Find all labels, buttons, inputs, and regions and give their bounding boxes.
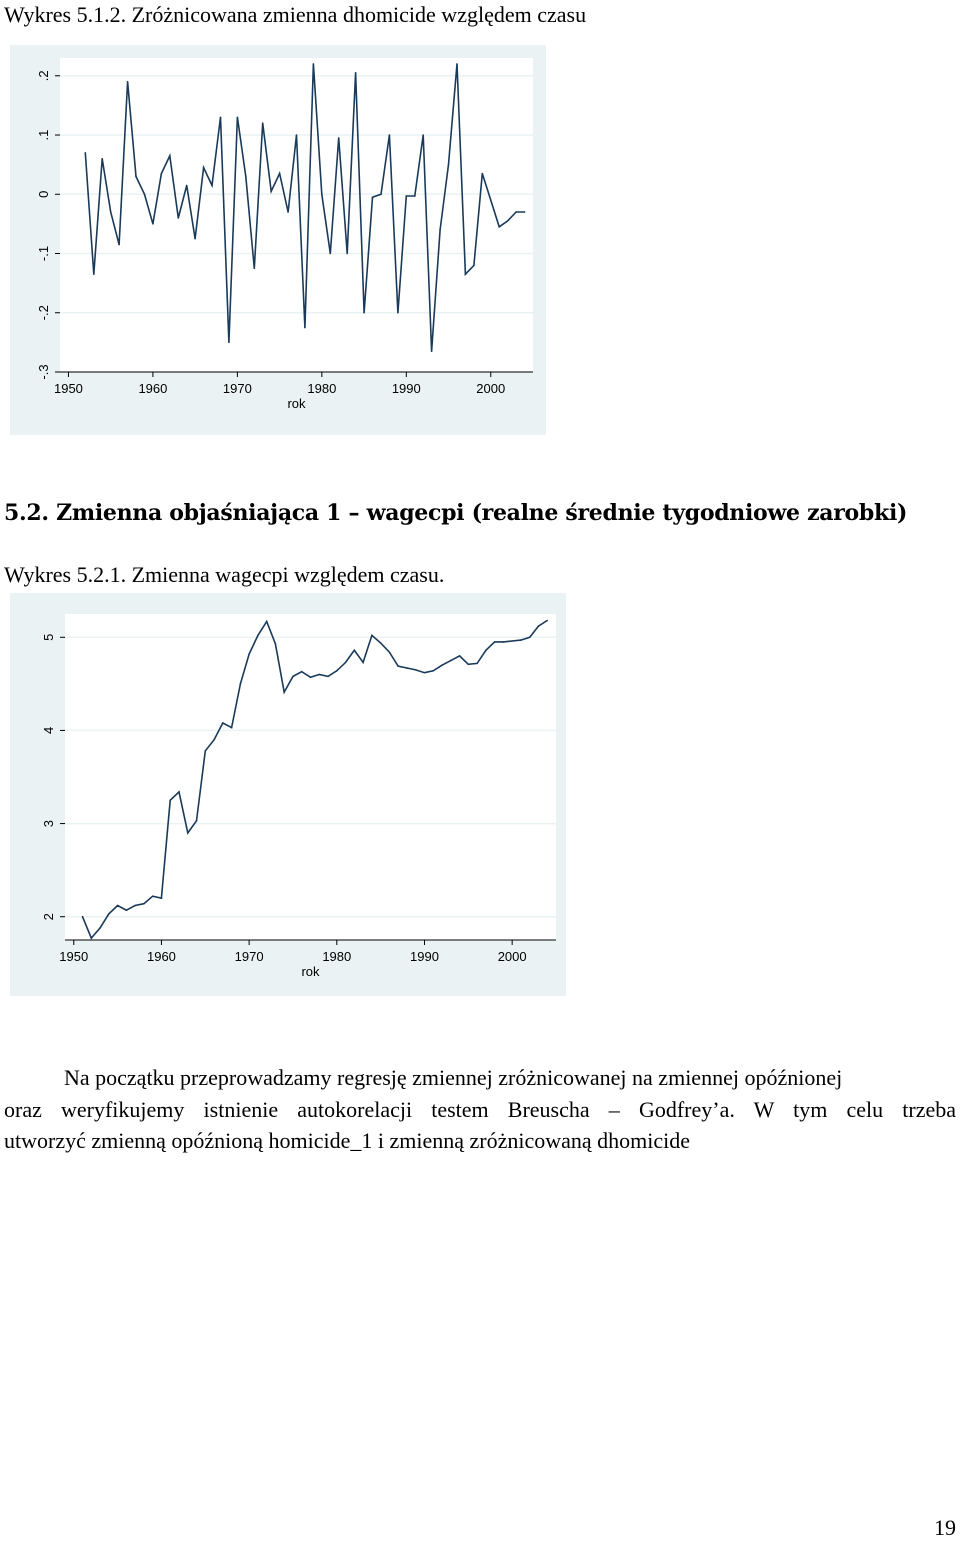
chart2-data-point — [283, 691, 285, 693]
chart1-data-point — [93, 273, 95, 275]
chart1-data-point — [363, 312, 365, 314]
chart1-data-point — [144, 193, 146, 195]
chart1-data-point — [228, 342, 230, 344]
chart2-data-point — [143, 903, 145, 905]
chart2-data-point — [345, 662, 347, 664]
chart2-data-point — [327, 676, 329, 678]
chart2-data-point — [503, 641, 505, 643]
chart-wagecpi — [10, 593, 566, 996]
chart1-data-point — [279, 173, 281, 175]
chart2-data-point — [91, 937, 93, 939]
chart2-data-point — [222, 722, 224, 724]
chart1-data-point — [262, 122, 264, 124]
chart1-data-point — [372, 196, 374, 198]
chart2-xtick-label: 1960 — [146, 949, 176, 964]
chart1-data-point — [245, 176, 247, 178]
chart2-data-point — [468, 663, 470, 665]
chart2-data-point — [511, 640, 513, 642]
chart1-data-point — [422, 134, 424, 136]
chart2-data-point — [248, 653, 250, 655]
chart2-data-point — [301, 671, 303, 673]
chart2-data-point — [415, 669, 417, 671]
chart2-data-point — [529, 636, 531, 638]
chart2-data-point — [441, 664, 443, 666]
chart2-xtick-label: 1980 — [322, 949, 352, 964]
paragraph-line-1: Na początku przeprowadzamy regresję zmiennej zróżnicowanej na zmiennej opóźnionej — [64, 1065, 843, 1090]
chart2-data-point — [213, 739, 215, 741]
chart2-ytick-label: 4 — [41, 726, 56, 735]
chart1-data-point — [355, 72, 357, 74]
chart2-data-point — [134, 905, 136, 907]
chart1-data-point — [498, 226, 500, 228]
chart1-data-point — [270, 191, 272, 193]
chart1-data-point — [338, 137, 340, 139]
chart1-ytick-label: .1 — [36, 129, 51, 141]
chart2-data-point — [397, 665, 399, 667]
chart-wagecpi-svg — [10, 593, 566, 996]
chart1-xtick-label: 2000 — [476, 381, 506, 396]
chart1-data-point — [507, 220, 509, 222]
chart2-data-point — [485, 650, 487, 652]
chart1-data-point — [296, 134, 298, 136]
chart2-xtick-label: 1970 — [234, 949, 264, 964]
chart2-data-point — [310, 677, 312, 679]
chart2-ytick-label: 2 — [41, 913, 56, 921]
chart1-xaxis-title: rok — [287, 396, 306, 411]
chart1-data-point — [186, 185, 188, 187]
chart2-data-point — [354, 650, 356, 652]
chart1-data-point — [177, 217, 179, 219]
chart1-data-point — [329, 253, 331, 255]
chart2-data-point — [546, 620, 548, 622]
chart1-data-point — [110, 211, 112, 213]
chart1-data-point — [211, 185, 213, 187]
chart1-data-point — [194, 238, 196, 240]
chart1-data-point — [515, 211, 517, 213]
chart2-data-point — [266, 621, 268, 623]
chart2-data-point — [152, 895, 154, 897]
chart1-data-point — [220, 116, 222, 118]
chart1-xtick-label: 1960 — [138, 381, 168, 396]
chart2-xtick-label: 1950 — [59, 949, 89, 964]
chart2-data-point — [389, 651, 391, 653]
chart1-xtick-label: 1980 — [307, 381, 337, 396]
chart2-data-point — [371, 635, 373, 637]
page-number: 19 — [934, 1515, 956, 1540]
chart1-data-point — [439, 229, 441, 231]
chart2-data-point — [82, 916, 84, 918]
chart1-data-point — [482, 173, 484, 175]
chart-dhomicide — [10, 45, 546, 435]
chart2-data-point — [204, 750, 206, 752]
section-heading: 5.2. Zmienna objaśniająca 1 – wagecpi (realne średnie tygodniowe zarobki) — [4, 500, 908, 526]
figure-caption-wagecpi: Wykres 5.2.1. Zmienna wagecpi względem czasu. — [4, 562, 445, 587]
chart2-data-point — [459, 655, 461, 657]
chart1-ytick-label: 0 — [36, 190, 51, 198]
chart1-data-point — [169, 155, 171, 157]
chart1-data-point — [397, 312, 399, 314]
chart1-data-point — [414, 195, 416, 197]
chart1-data-point — [380, 193, 382, 195]
chart1-data-point — [304, 327, 306, 329]
figure-caption-dhomicide: Wykres 5.1.2. Zróżnicowana zmienna dhomicide względem czasu — [4, 2, 587, 27]
chart1-data-point — [237, 116, 239, 118]
chart1-ytick-label: -.3 — [36, 364, 51, 380]
chart2-xaxis-title: rok — [301, 964, 320, 979]
chart2-data-point — [476, 663, 478, 665]
chart2-data-point — [318, 674, 320, 676]
chart1-ytick-label: -.2 — [36, 305, 51, 321]
chart1-data-point — [456, 63, 458, 65]
chart1-data-point — [431, 350, 433, 352]
chart1-data-point — [389, 134, 391, 136]
paragraph-line-2: oraz weryfikujemy istnienie autokorelacji testem Breuscha – Godfrey’a. W tym celu trzeba — [4, 1096, 956, 1122]
chart1-data-point — [101, 158, 103, 160]
chart1-data-point — [118, 244, 120, 246]
chart2-data-point — [126, 909, 128, 911]
chart1-xtick-label: 1950 — [53, 381, 83, 396]
chart2-data-point — [187, 832, 189, 834]
chart1-data-point — [85, 152, 87, 154]
chart2-data-point — [538, 625, 540, 627]
chart1-data-point — [406, 195, 408, 197]
chart2-xtick-label: 2000 — [497, 949, 527, 964]
chart2-data-point — [380, 642, 382, 644]
chart1-data-point — [524, 211, 526, 213]
chart1-data-point — [473, 265, 475, 267]
chart2-data-point — [257, 635, 259, 637]
chart2-plot-area — [65, 614, 556, 940]
chart2-data-point — [275, 643, 277, 645]
chart2-data-point — [196, 820, 198, 822]
chart1-data-point — [135, 176, 137, 178]
chart2-data-point — [231, 727, 233, 729]
chart1-data-point — [152, 223, 154, 225]
chart2-ytick-label: 5 — [41, 633, 56, 641]
chart2-data-point — [362, 662, 364, 664]
chart1-plot-area — [60, 58, 533, 372]
chart2-data-point — [406, 667, 408, 669]
chart2-xtick-label: 1990 — [410, 949, 439, 964]
chart1-ytick-label: .2 — [36, 70, 51, 82]
chart2-data-point — [336, 670, 338, 672]
chart2-data-point — [117, 905, 119, 907]
chart1-data-point — [346, 253, 348, 255]
chart2-data-point — [240, 683, 242, 685]
chart1-data-point — [127, 81, 129, 83]
chart1-data-point — [287, 211, 289, 213]
chart1-data-point — [490, 199, 492, 201]
chart2-ytick-label: 3 — [41, 819, 56, 828]
chart1-data-point — [465, 273, 467, 275]
chart2-data-point — [432, 670, 434, 672]
chart2-data-point — [169, 799, 171, 801]
paragraph-line-3: utworzyć zmienną opóźnioną homicide_1 i zmienną zróżnicowaną dhomicide — [4, 1128, 691, 1153]
chart2-data-point — [450, 660, 452, 662]
chart1-xtick-label: 1990 — [391, 381, 421, 396]
chart-dhomicide-svg — [10, 45, 546, 435]
chart2-data-point — [161, 897, 163, 899]
chart2-data-point — [424, 672, 426, 674]
chart1-xtick-label: 1970 — [222, 381, 252, 396]
chart2-data-point — [520, 639, 522, 641]
chart1-data-point — [313, 63, 315, 65]
chart2-data-point — [178, 791, 180, 793]
chart1-data-point — [161, 173, 163, 175]
chart1-data-point — [448, 164, 450, 166]
chart2-data-point — [99, 927, 101, 929]
chart1-data-point — [321, 193, 323, 195]
chart2-data-point — [494, 641, 496, 643]
chart1-data-point — [203, 167, 205, 169]
chart2-data-point — [108, 913, 110, 915]
body-paragraph — [4, 1062, 956, 1157]
chart1-data-point — [253, 268, 255, 270]
chart2-data-point — [292, 676, 294, 678]
chart1-ytick-label: -.1 — [36, 245, 51, 262]
